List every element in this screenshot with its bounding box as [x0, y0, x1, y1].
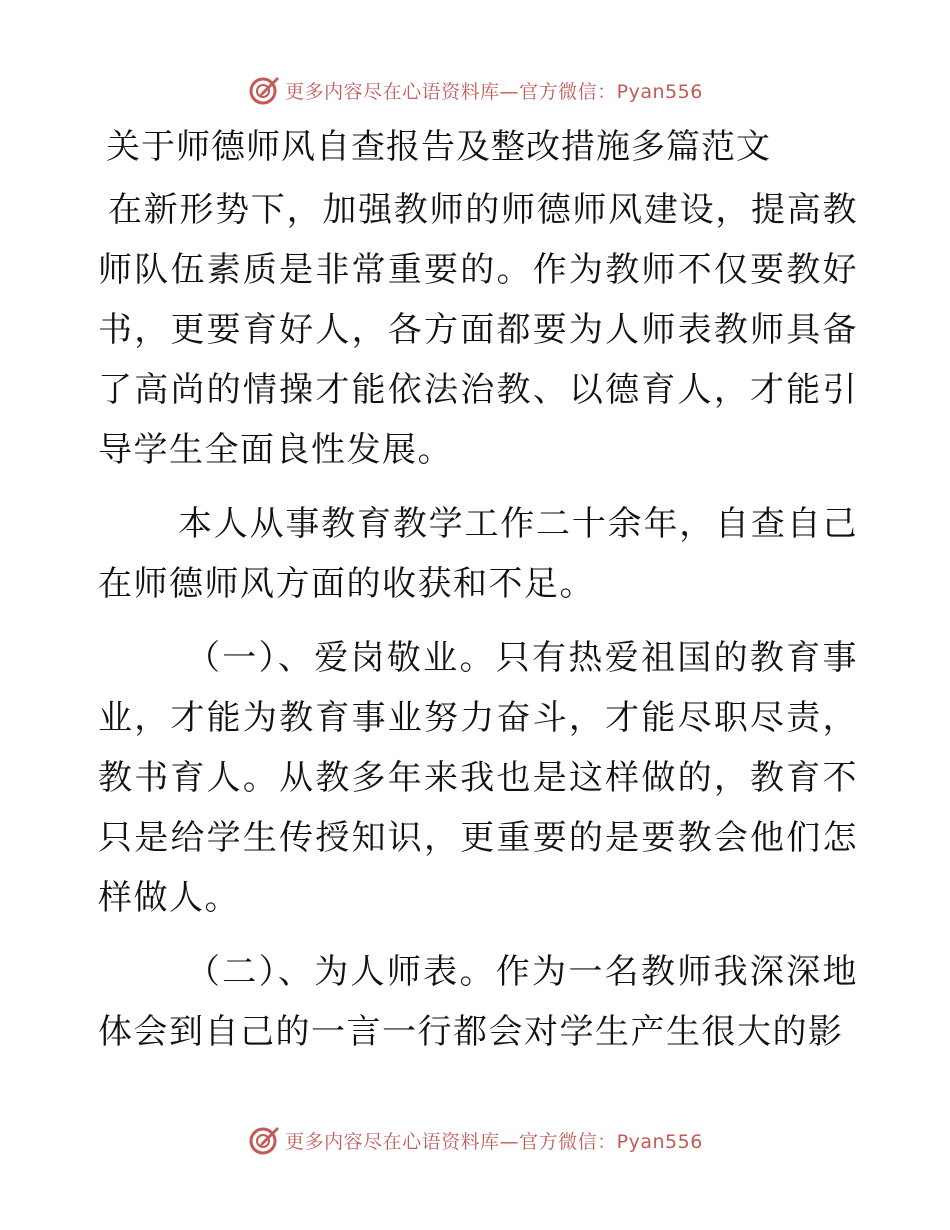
- watermark-footer: [0, 1120, 950, 1160]
- pen-logo-icon: [247, 73, 281, 107]
- watermark-text: 更多内容尽在心语资料库—官方微信：Pyan556: [285, 1130, 703, 1153]
- watermark-header: [0, 70, 950, 110]
- paragraph: （一）、爱岗敬业。只有热爱祖国的教育事业，才能为教育事业努力奋斗，才能尽职尽责，教书育人。从教多年来我也是这样做的，教育不只是给学生传授知识，更重要的是要教会他们怎样做人。: [98, 638, 858, 918]
- paragraph: 本人从事教育教学工作二十余年，自查自己在师德师风方面的收获和不足。: [98, 504, 858, 604]
- document-body: [98, 118, 858, 1076]
- paragraph: 在新形势下，加强教师的师德师风建设，提高教师队伍素质是非常重要的。作为教师不仅要教好书，更要育好人，各方面都要为人师表教师具备了高尚的情操才能依法治教、以德育人，才能引导学生全面良性发展。: [98, 190, 858, 470]
- watermark-text: 更多内容尽在心语资料库—官方微信：Pyan556: [285, 80, 703, 103]
- document-title: 关于师德师风自查报告及整改措施多篇范文: [106, 127, 771, 167]
- paragraph: （二）、为人师表。作为一名教师我深深地体会到自己的一言一行都会对学生产生很大的影: [98, 952, 858, 1052]
- pen-logo-icon: [247, 1123, 281, 1157]
